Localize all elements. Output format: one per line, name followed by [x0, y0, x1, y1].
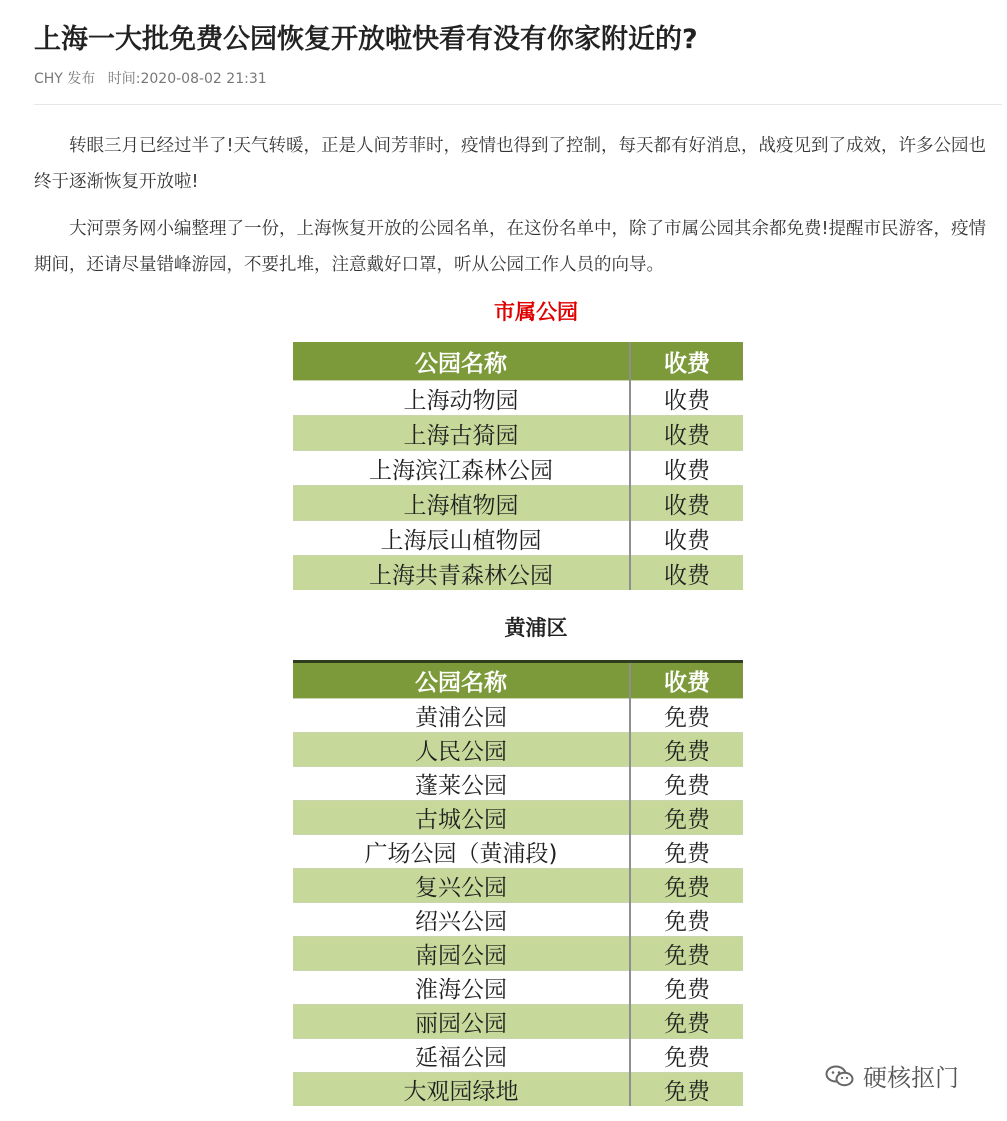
notice-paragraph: 大河票务网小编整理了一份，上海恢复开放的公园名单，在这份名单中，除了市属公园其余都免费!提醒市民游客，疫情期间，还请尽量错峰游园，不要扎堆，注意戴好口罩，听从公园工作人员的向导。: [34, 219, 987, 275]
table-header-row: [293, 662, 743, 699]
table-row: [293, 971, 743, 1005]
table-row: [293, 1039, 743, 1073]
fee-cell: 收费: [630, 521, 743, 556]
park-name-cell: 古城公园: [293, 801, 630, 835]
park-name-cell: 淮海公园: [293, 971, 630, 1005]
park-name-cell: 上海共青森林公园: [293, 556, 630, 591]
park-name-cell: 南园公园: [293, 937, 630, 971]
fee-cell: 免费: [630, 699, 743, 733]
fee-cell: 免费: [630, 869, 743, 903]
fee-cell: 免费: [630, 835, 743, 869]
table-row: [293, 1073, 743, 1107]
section-heading-city-parks: 市属公园: [494, 300, 578, 324]
publish-time: 时间:2020-08-02 21:31: [107, 71, 267, 87]
fee-cell: 收费: [630, 556, 743, 591]
fee-cell: 免费: [630, 733, 743, 767]
park-name-cell: 上海辰山植物园: [293, 521, 630, 556]
table-row: [293, 416, 743, 451]
table-row: [293, 1005, 743, 1039]
wechat-watermark: [825, 1058, 959, 1093]
table-row: [293, 733, 743, 767]
table-header-row: [293, 342, 743, 381]
park-name-cell: 广场公园（黄浦段): [293, 835, 630, 869]
wechat-icon: [825, 1064, 855, 1088]
fee-cell: 免费: [630, 903, 743, 937]
park-name-cell: 复兴公园: [293, 869, 630, 903]
park-name-cell: 大观园绿地: [293, 1073, 630, 1107]
table-row: [293, 767, 743, 801]
author-label: CHY 发布: [34, 71, 96, 87]
city-parks-table: [293, 342, 743, 590]
column-header-fee: 收费: [630, 342, 743, 381]
park-name-cell: 上海植物园: [293, 486, 630, 521]
table-row: [293, 521, 743, 556]
table-row: [293, 903, 743, 937]
park-name-cell: 延福公园: [293, 1039, 630, 1073]
table-row: [293, 556, 743, 591]
column-header-fee: 收费: [630, 662, 743, 699]
article-title: 上海一大批免费公园恢复开放啦快看有没有你家附近的?: [34, 24, 698, 55]
column-header-name: 公园名称: [293, 342, 630, 381]
section-heading-huangpu: 黄浦区: [504, 616, 568, 640]
table-row: [293, 869, 743, 903]
table-row: [293, 699, 743, 733]
fee-cell: 收费: [630, 486, 743, 521]
fee-cell: 免费: [630, 937, 743, 971]
park-name-cell: 黄浦公园: [293, 699, 630, 733]
table-row: [293, 451, 743, 486]
column-header-name: 公园名称: [293, 662, 630, 699]
fee-cell: 免费: [630, 1073, 743, 1107]
huangpu-parks-table: [293, 660, 743, 1106]
fee-cell: 免费: [630, 971, 743, 1005]
table-row: [293, 937, 743, 971]
article-meta: [34, 69, 267, 89]
table-row: [293, 486, 743, 521]
park-name-cell: 上海滨江森林公园: [293, 451, 630, 486]
park-name-cell: 人民公园: [293, 733, 630, 767]
park-name-cell: 绍兴公园: [293, 903, 630, 937]
fee-cell: 免费: [630, 801, 743, 835]
table-row: [293, 835, 743, 869]
fee-cell: 收费: [630, 381, 743, 416]
fee-cell: 免费: [630, 1039, 743, 1073]
fee-cell: 收费: [630, 451, 743, 486]
park-name-cell: 上海古猗园: [293, 416, 630, 451]
table-row: [293, 381, 743, 416]
table-row: [293, 801, 743, 835]
park-name-cell: 上海动物园: [293, 381, 630, 416]
park-name-cell: 丽园公园: [293, 1005, 630, 1039]
park-name-cell: 蓬莱公园: [293, 767, 630, 801]
title-divider: [34, 104, 1002, 105]
fee-cell: 收费: [630, 416, 743, 451]
fee-cell: 免费: [630, 767, 743, 801]
watermark-text: 硬核抠门: [863, 1064, 959, 1092]
intro-paragraph: 转眼三月已经过半了!天气转暖，正是人间芳菲时，疫情也得到了控制，每天都有好消息，战疫见到了成效，许多公园也终于逐渐恢复开放啦!: [34, 136, 987, 192]
fee-cell: 免费: [630, 1005, 743, 1039]
